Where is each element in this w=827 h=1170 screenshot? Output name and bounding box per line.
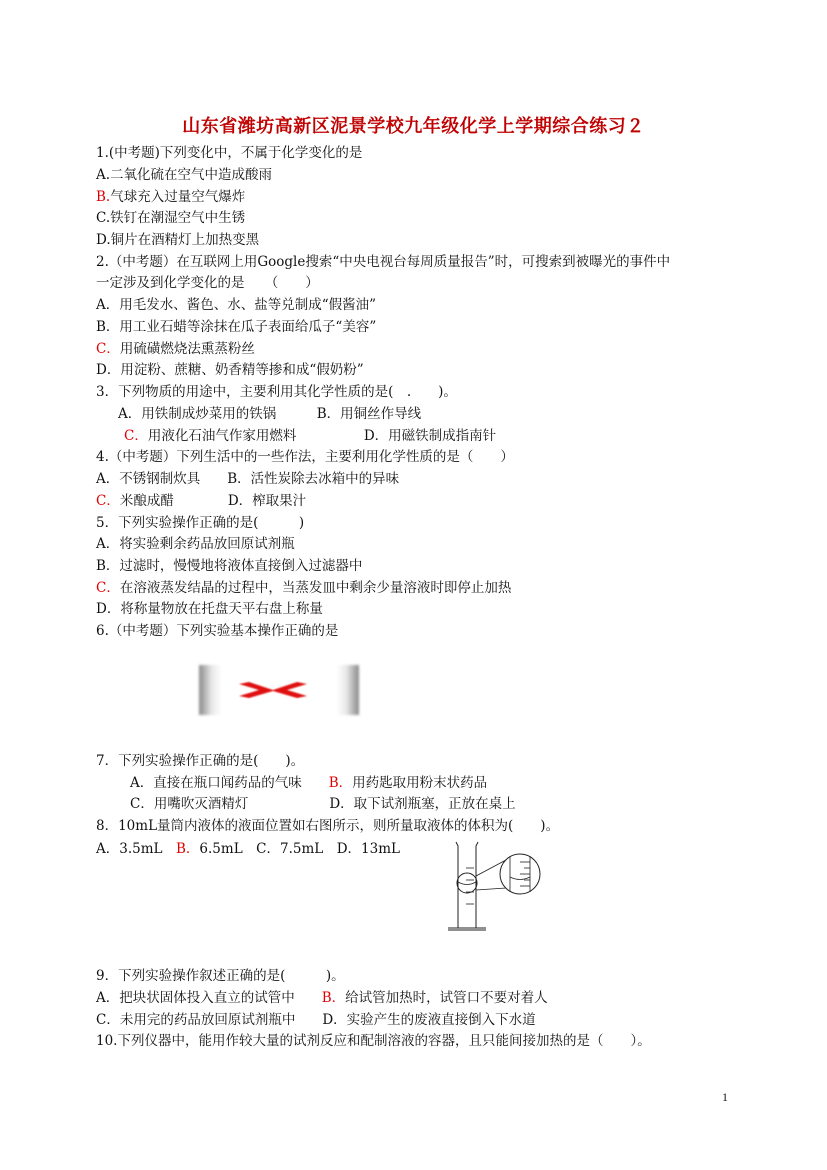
q4-options-row-1: A．不锈钢制炊具 B．活性炭除去冰箱中的异味 (96, 471, 400, 487)
question-2-cont: 一定涉及到化学变化的是 （ ） (96, 275, 319, 291)
answer-mark: C． (124, 428, 148, 444)
q5-option-c (96, 579, 511, 597)
page-title: 山东省潍坊高新区泥景学校九年级化学上学期综合练习２ (182, 116, 645, 137)
answer-mark: B． (328, 775, 353, 791)
q5-option-b: B．过滤时，慢慢地将液体直接倒入过滤器中 (96, 558, 363, 574)
question-2: 2.（中考题）在互联网上用Google搜索“中央电视台每周质量报告”时，可搜索到被曝光的事件中 (96, 254, 671, 270)
answer-mark: C． (96, 493, 120, 509)
q1-option-a: A.二氧化硫在空气中造成酸雨 (96, 167, 273, 183)
question-10: 10.下列仪器中，能用作较大量的试剂反应和配制溶液的容器，且只能间接加热的是（ ）。 (96, 1033, 651, 1049)
q3-options-row-1: A．用铁制成炒菜用的铁锅 B．用铜丝作导线 (118, 406, 422, 422)
graduated-cylinder-icon (440, 838, 550, 938)
q7-options-row-1 (130, 774, 487, 792)
answer-mark: B． (321, 990, 346, 1006)
question-9: 9．下列实验操作叙述正确的是( )。 (96, 968, 345, 984)
q2-option-d: D．用淀粉、蔗糖、奶香精等掺和成“假奶粉” (96, 362, 364, 378)
question-1: 1.(中考题)下列变化中，不属于化学变化的是 (96, 145, 363, 161)
answer-mark: B. (96, 189, 111, 205)
q8-option-a-text: A．3.5mL (96, 841, 176, 857)
red-cross-icon (199, 665, 359, 715)
q9-options-row-1 (96, 989, 548, 1007)
q1-option-d: D.铜片在酒精灯上加热变黑 (96, 232, 260, 248)
question-8: 8．10mL量筒内液体的液面位置如右图所示，则所量取液体的体积为( )。 (96, 818, 560, 834)
q1-option-c: C.铁钉在潮湿空气中生锈 (96, 210, 246, 226)
question-3: 3．下列物质的用途中，主要利用其化学性质的是( . )。 (96, 384, 457, 400)
q5-option-a: A．将实验剩余药品放回原试剂瓶 (96, 536, 295, 552)
q3-options-row-2 (124, 427, 496, 445)
answer-mark: B． (176, 841, 200, 857)
answer-mark: C． (96, 580, 120, 596)
q3-options-row-2-text: 用液化石油气作家用燃料 D．用磁铁制成指南针 (147, 428, 497, 444)
q9-options-row-2: C．未用完的药品放回原试剂瓶中 D．实验产生的废液直接倒入下水道 (96, 1012, 536, 1028)
q7-options-row-2: C．用嘴吹灭酒精灯 D．取下试剂瓶塞，正放在桌上 (130, 796, 516, 812)
q5-option-d: D．将称量物放在托盘天平右盘上称量 (96, 601, 323, 617)
q1-option-b-text: 气球充入过量空气爆炸 (110, 189, 246, 205)
q8-option-rest-text: 6.5mL C．7.5mL D．13mL (199, 841, 400, 857)
q9-option-a-text: A．把块状固体投入直立的试管中 (96, 990, 322, 1006)
page-number: 1 (722, 1090, 728, 1104)
q5-option-c-text: 在溶液蒸发结晶的过程中，当蒸发皿中剩余少量溶液时即停止加热 (119, 580, 512, 596)
q2-option-b: B．用工业石蜡等涂抹在瓜子表面给瓜子“美容” (96, 319, 377, 335)
q2-option-c-text: 用硫磺燃烧法熏蒸粉丝 (119, 341, 255, 357)
question-6: 6.（中考题）下列实验基本操作正确的是 (96, 623, 339, 639)
q2-option-a: A．用毛发水、酱色、水、盐等兑制成“假酱油” (96, 297, 377, 313)
answer-mark: C． (96, 341, 120, 357)
q7-option-a-text: A．直接在瓶口闻药品的气味 (130, 775, 329, 791)
question-7: 7．下列实验操作正确的是( )。 (96, 753, 305, 769)
q4-options-row-2 (96, 492, 306, 510)
q4-options-row-2-text: 米酿成醋 D．榨取果汁 (119, 493, 307, 509)
q2-option-c (96, 340, 255, 358)
q7-option-b-text: 用药匙取用粉末状药品 (352, 775, 488, 791)
question-5: 5．下列实验操作正确的是( ) (96, 515, 305, 531)
q8-options (96, 840, 400, 858)
q9-option-b-text: 给试管加热时，试管口不要对着人 (345, 990, 548, 1006)
question-4: 4.（中考题）下列生活中的一些作法，主要利用化学性质的是（ ） (96, 449, 514, 465)
q1-option-b (96, 188, 245, 206)
